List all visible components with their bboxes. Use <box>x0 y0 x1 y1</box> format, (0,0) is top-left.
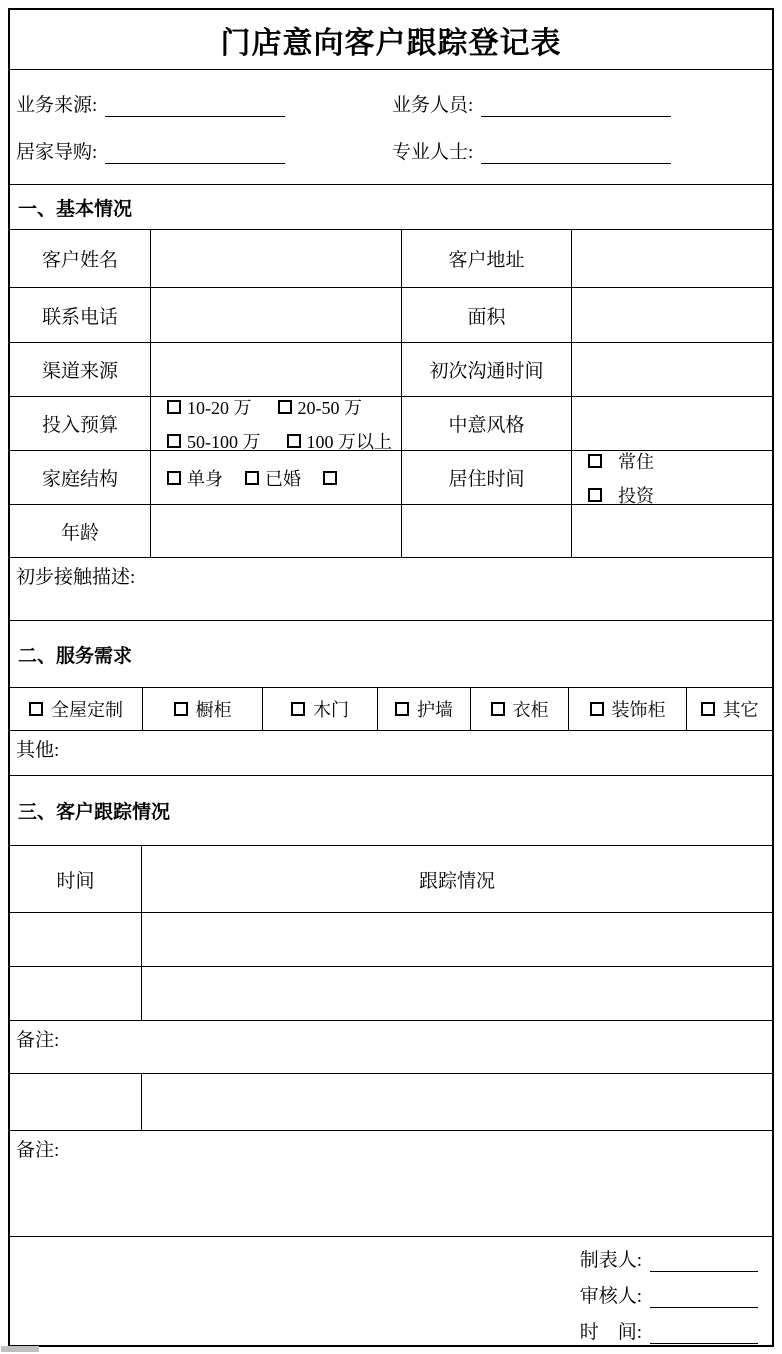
reviewer-input[interactable] <box>650 1285 758 1308</box>
section2-heading-row <box>10 621 772 688</box>
budget-100plus-checkbox[interactable] <box>287 434 301 448</box>
section3-heading: 三、客户跟踪情况 <box>18 802 171 823</box>
tracking-column-header: 跟踪情况 <box>418 870 495 892</box>
table-row <box>10 230 772 288</box>
tracking-row <box>10 967 772 1021</box>
date-label: 时 间: <box>579 1322 642 1343</box>
preferred-style-cell[interactable] <box>572 397 772 450</box>
tracking-row <box>10 1074 772 1131</box>
family-married-checkbox[interactable] <box>245 471 259 485</box>
preferred-style-label: 中意风格 <box>402 397 572 450</box>
budget-100plus-label: 100 万以上 <box>306 431 392 452</box>
section1-heading: 一、基本情况 <box>18 198 133 220</box>
home-guide-input[interactable] <box>105 141 285 164</box>
channel-source-label: 渠道来源 <box>10 343 151 396</box>
service-wall-panel-checkbox[interactable] <box>395 702 409 716</box>
table-row <box>10 397 772 451</box>
table-row <box>10 343 772 397</box>
service-wall-panel-label: 护墙 <box>417 700 453 720</box>
service-wardrobe-label: 衣柜 <box>512 700 549 720</box>
budget-50-100-checkbox[interactable] <box>167 434 181 448</box>
service-option-cell <box>10 688 143 730</box>
home-guide-label: 居家导购: <box>16 142 98 163</box>
business-person-label: 业务人员: <box>392 95 474 116</box>
service-other-checkbox[interactable] <box>701 702 715 716</box>
channel-source-cell[interactable] <box>151 343 402 396</box>
reviewer-label: 审核人: <box>579 1286 642 1307</box>
page-edge-artifact <box>1 1346 39 1352</box>
tracking-status-cell[interactable] <box>142 1074 772 1130</box>
residence-time-label: 居住时间 <box>402 451 572 504</box>
age-label: 年龄 <box>10 505 151 557</box>
business-source-label: 业务来源: <box>16 95 98 116</box>
service-whole-house-checkbox[interactable] <box>29 702 43 716</box>
notes-row-1[interactable] <box>10 1021 772 1074</box>
budget-options-cell <box>151 397 402 450</box>
title-row <box>10 10 772 70</box>
fields-line-2 <box>10 137 772 164</box>
preparer-input[interactable] <box>650 1249 758 1272</box>
section1-heading-row <box>10 185 772 230</box>
service-wooden-door-label: 木门 <box>313 700 349 720</box>
contact-phone-label: 联系电话 <box>10 288 151 342</box>
customer-address-cell[interactable] <box>572 230 772 287</box>
service-option-cell <box>569 688 687 730</box>
service-whole-house-label: 全屋定制 <box>51 700 123 720</box>
tracking-status-cell[interactable] <box>142 967 772 1020</box>
customer-name-cell[interactable] <box>151 230 402 287</box>
budget-20-50-label: 20-50 万 <box>297 397 362 418</box>
first-contact-time-cell[interactable] <box>572 343 772 396</box>
residence-investment-label: 投资 <box>618 485 654 506</box>
first-contact-time-label: 初次沟通时间 <box>402 343 572 396</box>
tracking-time-cell[interactable] <box>10 967 142 1020</box>
service-other-row[interactable] <box>10 731 772 776</box>
residence-permanent-label: 常住 <box>618 451 654 472</box>
service-option-cell <box>471 688 569 730</box>
preparer-label: 制表人: <box>579 1250 642 1271</box>
budget-50-100-label: 50-100 万 <box>187 431 261 452</box>
fields-line-1 <box>10 90 772 117</box>
family-single-checkbox[interactable] <box>167 471 181 485</box>
age-row-cell-4[interactable] <box>572 505 772 557</box>
residence-permanent-checkbox[interactable] <box>588 454 602 468</box>
service-options-row <box>10 688 772 731</box>
family-married-label: 已婚 <box>265 468 301 489</box>
service-option-cell <box>263 688 378 730</box>
registration-form <box>8 8 774 1347</box>
age-row-cell-3[interactable] <box>402 505 572 557</box>
family-single-label: 单身 <box>187 468 223 489</box>
service-option-cell <box>378 688 471 730</box>
customer-name-label: 客户姓名 <box>10 230 151 287</box>
family-other-checkbox[interactable] <box>323 471 337 485</box>
service-option-cell <box>143 688 263 730</box>
area-label: 面积 <box>402 288 572 342</box>
service-option-cell <box>687 688 772 730</box>
notes-label-2: 备注: <box>16 1140 60 1161</box>
budget-20-50-checkbox[interactable] <box>278 400 292 414</box>
service-other-label: 其它 <box>722 700 759 720</box>
table-row <box>10 451 772 505</box>
footer-signature-block <box>10 1237 772 1345</box>
professional-input[interactable] <box>481 141 671 164</box>
service-wooden-door-checkbox[interactable] <box>291 702 305 716</box>
initial-contact-description-label: 初步接触描述: <box>16 567 136 588</box>
business-source-input[interactable] <box>105 94 285 117</box>
notes-row-2[interactable] <box>10 1131 772 1237</box>
residence-investment-checkbox[interactable] <box>588 488 602 502</box>
service-wardrobe-checkbox[interactable] <box>491 702 505 716</box>
notes-label-1: 备注: <box>16 1030 60 1051</box>
table-row <box>10 288 772 343</box>
tracking-time-cell[interactable] <box>10 913 142 966</box>
tracking-time-cell[interactable] <box>10 1074 142 1130</box>
date-input[interactable] <box>650 1321 758 1344</box>
initial-contact-description-row[interactable] <box>10 558 772 621</box>
tracking-row <box>10 913 772 967</box>
service-other-text-label: 其他: <box>16 740 60 761</box>
budget-label: 投入预算 <box>10 397 151 450</box>
area-cell[interactable] <box>572 288 772 342</box>
customer-address-label: 客户地址 <box>402 230 572 287</box>
form-title: 门店意向客户跟踪登记表 <box>220 26 562 60</box>
age-cell[interactable] <box>151 505 402 557</box>
residence-options-cell <box>572 451 772 504</box>
contact-phone-cell[interactable] <box>151 288 402 342</box>
service-display-cabinet-checkbox[interactable] <box>590 702 604 716</box>
service-cabinet-checkbox[interactable] <box>174 702 188 716</box>
budget-10-20-checkbox[interactable] <box>167 400 181 414</box>
family-structure-label: 家庭结构 <box>10 451 151 504</box>
business-person-input[interactable] <box>481 94 671 117</box>
tracking-status-cell[interactable] <box>142 913 772 966</box>
family-options-cell <box>151 451 402 504</box>
service-cabinet-label: 橱柜 <box>195 700 232 720</box>
time-column-header: 时间 <box>10 846 142 912</box>
professional-label: 专业人士: <box>392 142 474 163</box>
budget-10-20-label: 10-20 万 <box>187 397 252 418</box>
section3-heading-row <box>10 776 772 846</box>
header-fields <box>10 70 772 185</box>
section2-heading: 二、服务需求 <box>18 645 133 667</box>
tracking-header-row <box>10 846 772 913</box>
service-display-cabinet-label: 装饰柜 <box>611 700 666 720</box>
table-row <box>10 505 772 558</box>
